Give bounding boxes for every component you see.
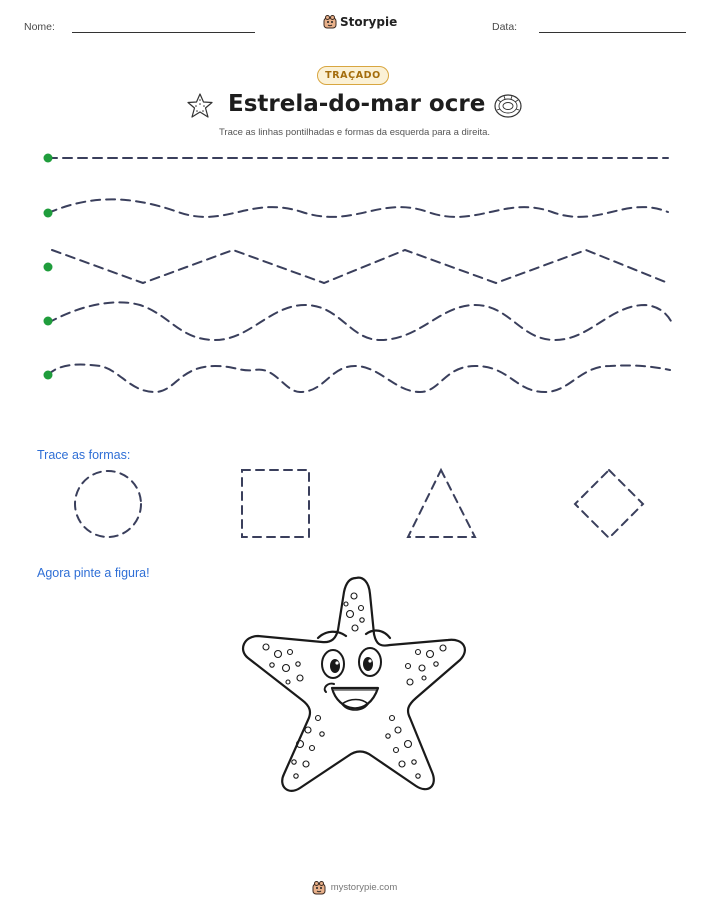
- shape-triangle: [408, 470, 475, 537]
- start-dot: [44, 209, 53, 218]
- shapes-heading: Trace as formas:: [37, 448, 131, 462]
- starfish-coloring-figure[interactable]: [238, 572, 472, 808]
- page-title: Estrela-do-mar ocre: [228, 91, 486, 117]
- name-input-line[interactable]: [72, 32, 255, 33]
- tracing-lines[interactable]: [0, 140, 709, 400]
- tracing-line-zigzag: [52, 250, 668, 283]
- starfish-outline-icon: [185, 92, 215, 120]
- shape-circle: [75, 471, 141, 537]
- start-dot: [44, 371, 53, 380]
- start-dots: [44, 154, 53, 380]
- footer: [0, 880, 709, 895]
- tracing-line-bumpy-wave: [48, 365, 670, 392]
- instructions: Trace as linhas pontilhadas e formas da esquerda para a direita.: [218, 127, 491, 138]
- category-badge: TRAÇADO: [317, 66, 389, 85]
- coloring-heading: Agora pinte a figura!: [37, 566, 150, 580]
- sea-urchin-outline-icon: [492, 92, 524, 120]
- start-dot: [44, 263, 53, 272]
- date-input-line[interactable]: [539, 32, 686, 33]
- name-label: Nome:: [24, 21, 55, 33]
- shape-square: [242, 470, 309, 537]
- start-dot: [44, 154, 53, 163]
- storypie-logo-icon: [312, 880, 326, 895]
- date-label: Data:: [492, 21, 518, 33]
- brand: [323, 14, 397, 29]
- tracing-line-wave: [48, 302, 672, 340]
- shape-diamond: [575, 470, 643, 538]
- tracing-shapes[interactable]: [0, 465, 709, 545]
- storypie-logo-icon: [323, 14, 337, 29]
- tracing-line-gentle-wave: [48, 199, 668, 217]
- footer-site[interactable]: mystorypie.com: [330, 882, 398, 893]
- start-dot: [44, 317, 53, 326]
- brand-name: Storypie: [340, 14, 398, 29]
